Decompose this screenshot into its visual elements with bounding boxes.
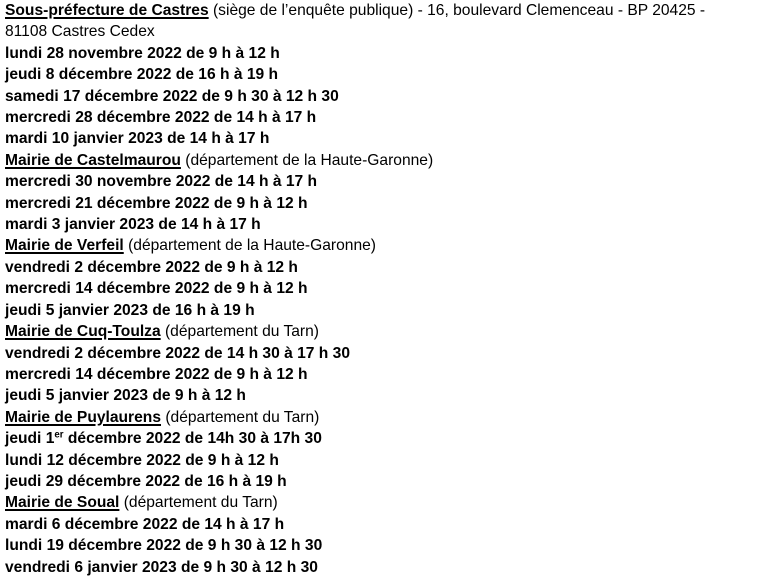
castres-date-3: samedi 17 décembre 2022 de 9 h 30 à 12 h 30	[5, 87, 339, 105]
castelmaurou-header	[5, 150, 764, 171]
castelmaurou-date-2: mercredi 21 décembre 2022 de 9 h à 12 h	[5, 194, 308, 212]
cuq-toulza-place-name: Mairie de Cuq-Toulza	[5, 323, 161, 341]
verfeil-date-1: vendredi 2 décembre 2022 de 9 h à 12 h	[5, 258, 298, 276]
soual-department: (département du Tarn)	[119, 494, 278, 512]
puylaurens-date-3: jeudi 29 décembre 2022 de 16 h à 19 h	[5, 472, 287, 490]
castres-address: (siège de l’enquête publique) - 16, boulevard Clemenceau - BP 20425 - 81108 Castres Cedex	[5, 2, 706, 41]
ordinal-superscript: er	[54, 429, 64, 441]
castelmaurou-place-name: Mairie de Castelmaurou	[5, 151, 181, 169]
puylaurens-header	[5, 407, 764, 428]
verfeil-date-2: mercredi 14 décembre 2022 de 9 h à 12 h	[5, 280, 308, 298]
castres-place-name: Sous-préfecture de Castres	[5, 2, 209, 19]
soual-place-name: Mairie de Soual	[5, 494, 120, 512]
cuq-toulza-department: (département du Tarn)	[160, 323, 319, 341]
cuq-toulza-header	[5, 321, 764, 342]
castres-date-2: jeudi 8 décembre 2022 de 16 h à 19 h	[5, 66, 279, 84]
castres-date-5: mardi 10 janvier 2023 de 14 h à 17 h	[5, 130, 270, 148]
verfeil-place-name: Mairie de Verfeil	[5, 237, 124, 255]
puylaurens-date-1-rest: décembre 2022 de 14h 30 à 17h 30	[63, 430, 322, 448]
soual-date-3: vendredi 6 janvier 2023 de 9 h 30 à 12 h 30	[5, 558, 318, 576]
cuq-toulza-date-1: vendredi 2 décembre 2022 de 14 h 30 à 17 h 30	[5, 344, 350, 362]
castelmaurou-date-1: mercredi 30 novembre 2022 de 14 h à 17 h	[5, 173, 318, 191]
soual-date-2: lundi 19 décembre 2022 de 9 h 30 à 12 h 30	[5, 537, 323, 555]
verfeil-date-3: jeudi 5 janvier 2023 de 16 h à 19 h	[5, 301, 255, 319]
cuq-toulza-date-3: jeudi 5 janvier 2023 de 9 h à 12 h	[5, 387, 246, 405]
castres-header	[5, 0, 750, 43]
castres-date-1: lundi 28 novembre 2022 de 9 h à 12 h	[5, 44, 280, 62]
cuq-toulza-date-2: mercredi 14 décembre 2022 de 9 h à 12 h	[5, 365, 308, 383]
puylaurens-place-name: Mairie de Puylaurens	[5, 408, 161, 426]
castelmaurou-department: (département de la Haute-Garonne)	[180, 151, 434, 169]
soual-date-1: mardi 6 décembre 2022 de 14 h à 17 h	[5, 515, 285, 533]
castres-date-4: mercredi 28 décembre 2022 de 14 h à 17 h	[5, 109, 317, 127]
verfeil-department: (département de la Haute-Garonne)	[123, 237, 376, 255]
puylaurens-date-1-prefix: jeudi 1	[5, 430, 55, 448]
castelmaurou-date-3: mardi 3 janvier 2023 de 14 h à 17 h	[5, 216, 261, 234]
puylaurens-department: (département du Tarn)	[161, 408, 320, 426]
verfeil-header	[5, 235, 764, 256]
soual-header	[5, 492, 764, 513]
puylaurens-date-1	[5, 428, 764, 449]
puylaurens-date-2: lundi 12 décembre 2022 de 9 h à 12 h	[5, 451, 279, 469]
